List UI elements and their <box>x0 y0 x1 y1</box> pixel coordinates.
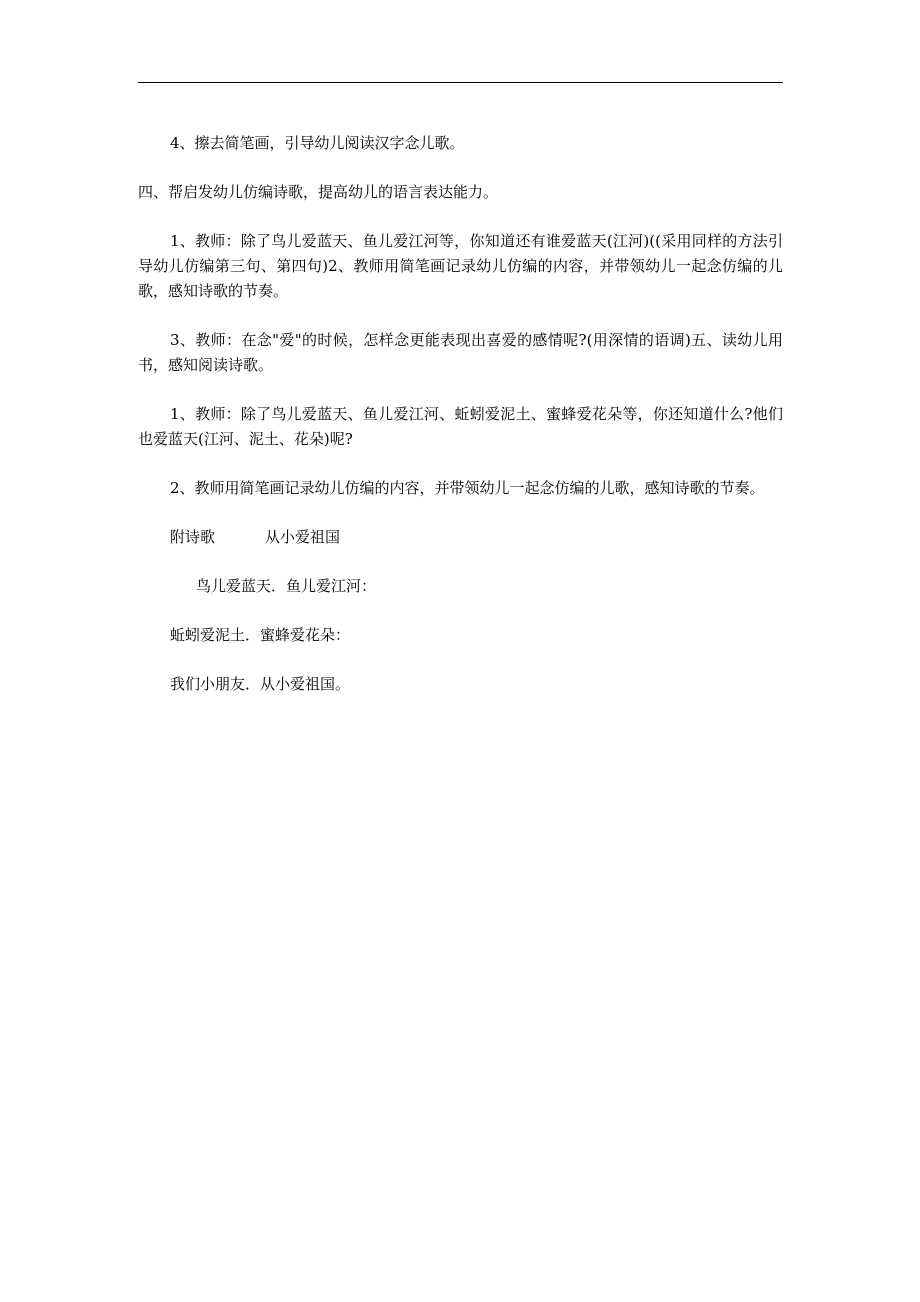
poem-heading <box>138 525 783 550</box>
header-rule <box>138 82 783 83</box>
poem-line: 蚯蚓爱泥土．蜜蜂爱花朵： <box>170 626 351 644</box>
paragraph-step-4: 4、擦去简笔画，引导幼儿阅读汉字念儿歌。 <box>170 134 465 152</box>
poem-label: 附诗歌 <box>170 528 216 546</box>
paragraph-teacher-1b: 1、教师：除了鸟儿爱蓝天、鱼儿爱江河、蚯蚓爱泥土、蜜蜂爱花朵等，你还知道什么?他们也爱蓝天(江河、泥土、花朵)呢? <box>138 405 783 448</box>
paragraph-teacher-3: 3、教师：在念"爱"的时候，怎样念更能表现出喜爱的感情呢?(用深情的语调)五、读幼儿用书，感知阅读诗歌。 <box>138 331 783 374</box>
paragraph-teacher-2: 2、教师用简笔画记录幼儿仿编的内容，并带领幼儿一起念仿编的儿歌，感知诗歌的节奏。 <box>170 479 765 497</box>
document-body <box>138 131 783 721</box>
poem-line: 鸟儿爱蓝天．鱼儿爱江河： <box>196 577 377 595</box>
poem-title: 从小爱祖国 <box>265 528 341 546</box>
poem-line: 我们小朋友．从小爱祖国。 <box>170 675 351 693</box>
section-heading-four: 四、帮启发幼儿仿编诗歌，提高幼儿的语言表达能力。 <box>138 183 499 201</box>
paragraph-teacher-1: 1、教师：除了鸟儿爱蓝天、鱼儿爱江河等，你知道还有谁爱蓝天(江河)((采用同样的方法引导幼儿仿编第三句、第四句)2、教师用简笔画记录幼儿仿编的内容，并带领幼儿一起念仿编的儿歌，感知诗歌的节奏。 <box>138 232 783 300</box>
